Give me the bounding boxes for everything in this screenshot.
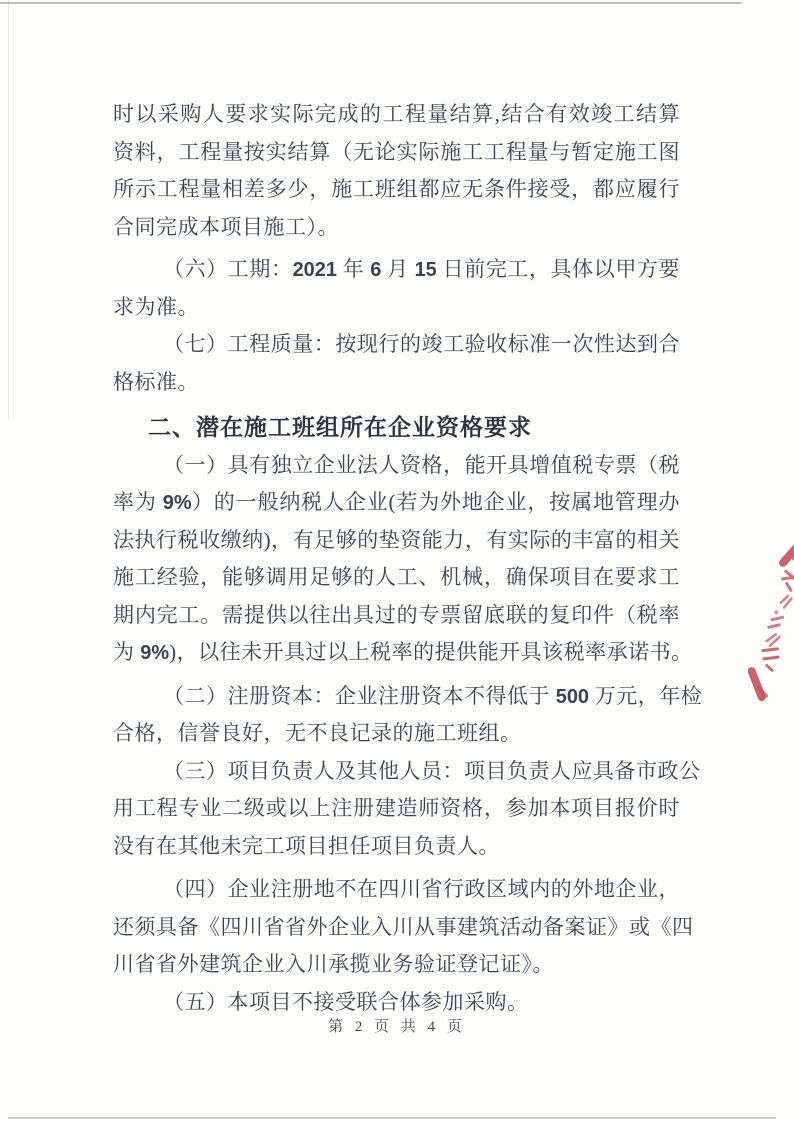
text-line: 为 9%)，以往未开具过以上税率的提供能开具该税率承诺书。 [113, 640, 693, 664]
numeric-text: 9% [162, 492, 192, 514]
text-line: （一）具有独立企业法人资格，能开具增值税专票（税 [163, 452, 680, 477]
text-line: （三）项目负责人及其他人员：项目负责人应具备市政公 [163, 758, 701, 783]
text-line: （五）本项目不接受联合体参加采购。 [163, 989, 529, 1014]
scan-edge-left [8, 0, 9, 420]
text-line: （四）企业注册地不在四川省行政区域内的外地企业， [163, 877, 680, 901]
section-heading: 二、潜在施工班组所在企业资格要求 [148, 415, 532, 440]
text-line: 合同完成本项目施工）。 [113, 214, 339, 239]
text-line: （二）注册资本：企业注册资本不得低于 500 万元，年检 [163, 683, 703, 708]
text-line: 所示工程量相差多少，施工班组都应无条件接受，都应履行 [113, 177, 680, 201]
red-seal-fragment [748, 536, 794, 704]
text-line: 期内完工。需提供以往出具过的专票留底联的复印件（税率 [113, 602, 680, 627]
numeric-text: 500 [555, 685, 590, 708]
text-line: 求为准。 [113, 294, 199, 319]
text-line: 资料，工程量按实结算（无论实际施工工程量与暂定施工图 [113, 139, 680, 164]
text-line: （七）工程质量：按现行的竣工验收标准一次性达到合 [163, 332, 680, 356]
text-line: 还须具备《四川省省外企业入川从事建筑活动备案证》或《四 [113, 914, 694, 939]
text-line: 合格，信誉良好，无不良记录的施工班组。 [113, 721, 522, 745]
numeric-text: 6 [370, 259, 382, 281]
page-number-footer: 第 2 页 共 4 页 [328, 1019, 466, 1035]
document-body [113, 96, 703, 1021]
text-line: 施工经验，能够调用足够的人工、机械，确保项目在要求工 [113, 565, 680, 589]
text-line: 法执行税收缴纳)，有足够的垫资能力，有实际的丰富的相关 [113, 527, 680, 552]
text-line: 没有在其他未完工项目担任项目负责人。 [113, 833, 500, 858]
numeric-text: 9% [140, 642, 170, 664]
text-line: 格标准。 [113, 369, 199, 394]
text-line: 时以采购人要求实际完成的工程量结算,结合有效竣工结算 [113, 102, 680, 126]
scan-edge-top [0, 2, 742, 4]
numeric-text: 2021 [292, 259, 337, 281]
text-line: 川省省外建筑企业入川承揽业务验证登记证》。 [113, 952, 554, 976]
text-line: 用工程专业二级或以上注册建造师资格，参加本项目报价时 [113, 796, 680, 820]
scan-edge-bottom [8, 1117, 776, 1119]
text-line: 率为 9%）的一般纳税人企业(若为外地企业，按属地管理办 [113, 490, 680, 514]
text-line: （六）工期：2021 年 6 月 15 日前完工，具体以甲方要 [163, 257, 681, 281]
numeric-text: 15 [414, 259, 437, 281]
